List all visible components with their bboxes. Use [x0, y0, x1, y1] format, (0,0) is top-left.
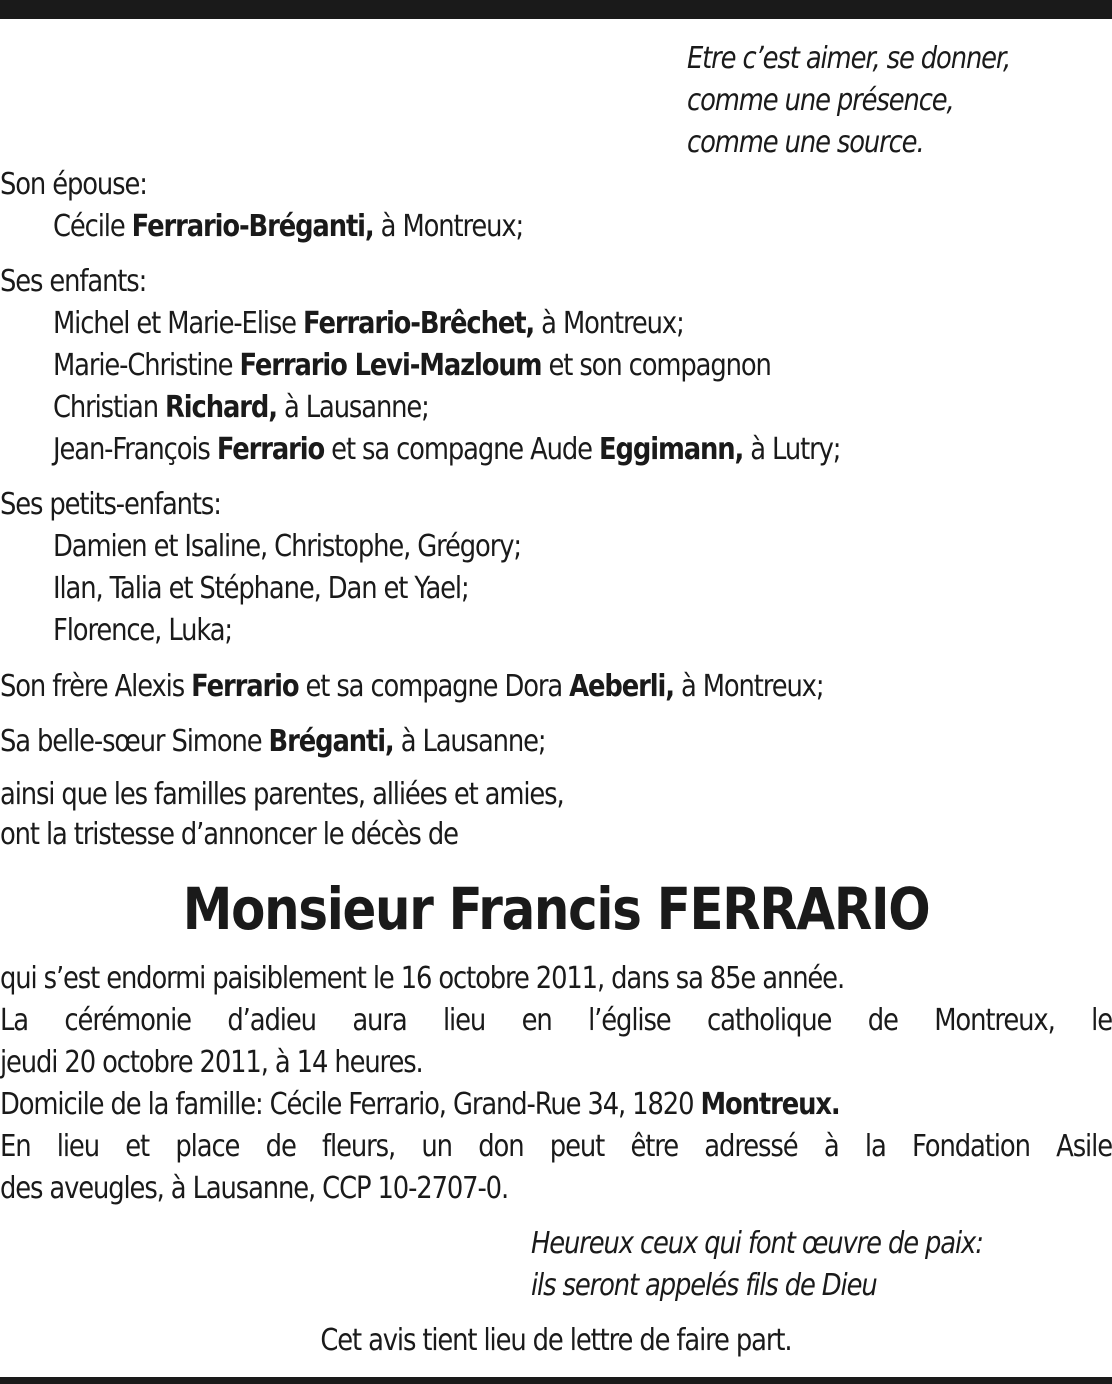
families-line-2: ont la tristesse d’annoncer le décès de	[0, 817, 458, 852]
details-line-4	[0, 1084, 840, 1126]
spouse-prefix: Cécile	[53, 209, 132, 244]
details-line-1: qui s’est endormi paisiblement le 16 octobre 2011, dans sa 85e année.	[0, 961, 845, 996]
grandchildren-line-1: Damien et Isaline, Christophe, Grégory;	[53, 529, 521, 564]
epigraph-top-line-2: comme une présence,	[687, 83, 954, 118]
children-line-4-suffix: à Lutry;	[743, 432, 841, 467]
footer-note-text: Cet avis tient lieu de lettre de faire part.	[320, 1323, 792, 1358]
children-heading: Ses enfants:	[0, 264, 147, 299]
brother-middle: et sa compagne Dora	[298, 669, 570, 704]
deceased-title	[0, 870, 1112, 948]
bottom-rule	[0, 1377, 1112, 1384]
deceased-title-text: Monsieur Francis FERRARIO	[182, 875, 930, 943]
epigraph-bottom-line-1: Heureux ceux qui font œuvre de paix:	[531, 1226, 983, 1261]
children-line-4-name1: Ferrario	[216, 432, 325, 467]
children-line-1	[53, 303, 684, 345]
children-line-1-prefix: Michel et Marie-Elise	[53, 306, 303, 341]
children-line-3-name: Richard,	[165, 390, 277, 425]
children-line-3	[53, 387, 429, 429]
epigraph-top-line-1: Etre c’est aimer, se donner,	[687, 41, 1011, 76]
grandchildren-heading: Ses petits-enfants:	[0, 487, 221, 522]
children-line-3-suffix: à Lausanne;	[276, 390, 429, 425]
details-line-2: La cérémonie d’adieu aura lieu en l’église catholique de Montreux, le	[0, 1003, 1112, 1038]
details-line-3: jeudi 20 octobre 2011, à 14 heures.	[0, 1045, 423, 1080]
brother-name1: Ferrario	[191, 669, 299, 704]
children-line-2-prefix: Marie-Christine	[53, 348, 240, 383]
epigraph-top-line-3: comme une source.	[687, 125, 924, 160]
brother-line	[0, 666, 823, 708]
grandchildren-line-3: Florence, Luka;	[53, 613, 233, 648]
children-line-2-name: Ferrario Levi-Mazloum	[239, 348, 542, 383]
top-rule	[0, 0, 1112, 19]
details-line-4-prefix: Domicile de la famille: Cécile Ferrario, Grand-Rue 34, 1820	[0, 1087, 701, 1122]
children-line-4-name2: Eggimann,	[599, 432, 744, 467]
details-line-5: En lieu et place de fleurs, un don peut être adressé à la Fondation Asile	[0, 1129, 1112, 1164]
epigraph-bottom-line-2: ils seront appelés fils de Dieu	[531, 1268, 877, 1303]
children-line-1-name: Ferrario-Brêchet,	[302, 306, 535, 341]
spouse-heading: Son épouse:	[0, 167, 147, 202]
children-line-2-suffix: et son compagnon	[541, 348, 771, 383]
sister-in-law-line	[0, 721, 545, 763]
brother-name2: Aeberli,	[569, 669, 674, 704]
sister-in-law-prefix: Sa belle-sœur Simone	[0, 724, 269, 759]
spouse-suffix: à Montreux;	[373, 209, 524, 244]
grandchildren-line-2: Ilan, Talia et Stéphane, Dan et Yael;	[53, 571, 469, 606]
brother-prefix: Son frère Alexis	[0, 669, 192, 704]
children-line-1-suffix: à Montreux;	[534, 306, 684, 341]
sister-in-law-suffix: à Lausanne;	[393, 724, 546, 759]
children-line-4-prefix: Jean-François	[53, 432, 217, 467]
children-line-2	[53, 345, 771, 387]
details-line-4-city: Montreux.	[700, 1087, 840, 1122]
footer-note	[0, 1320, 1112, 1362]
sister-in-law-name: Bréganti,	[268, 724, 394, 759]
brother-suffix: à Montreux;	[673, 669, 824, 704]
families-line-1: ainsi que les familles parentes, alliées et amies,	[0, 777, 564, 812]
spouse-name: Ferrario-Bréganti,	[131, 209, 374, 244]
children-line-3-prefix: Christian	[53, 390, 166, 425]
children-line-4-middle: et sa compagne Aude	[324, 432, 600, 467]
details-line-6: des aveugles, à Lausanne, CCP 10-2707-0.	[0, 1171, 509, 1206]
children-line-4	[53, 429, 840, 471]
spouse-line	[53, 206, 523, 248]
